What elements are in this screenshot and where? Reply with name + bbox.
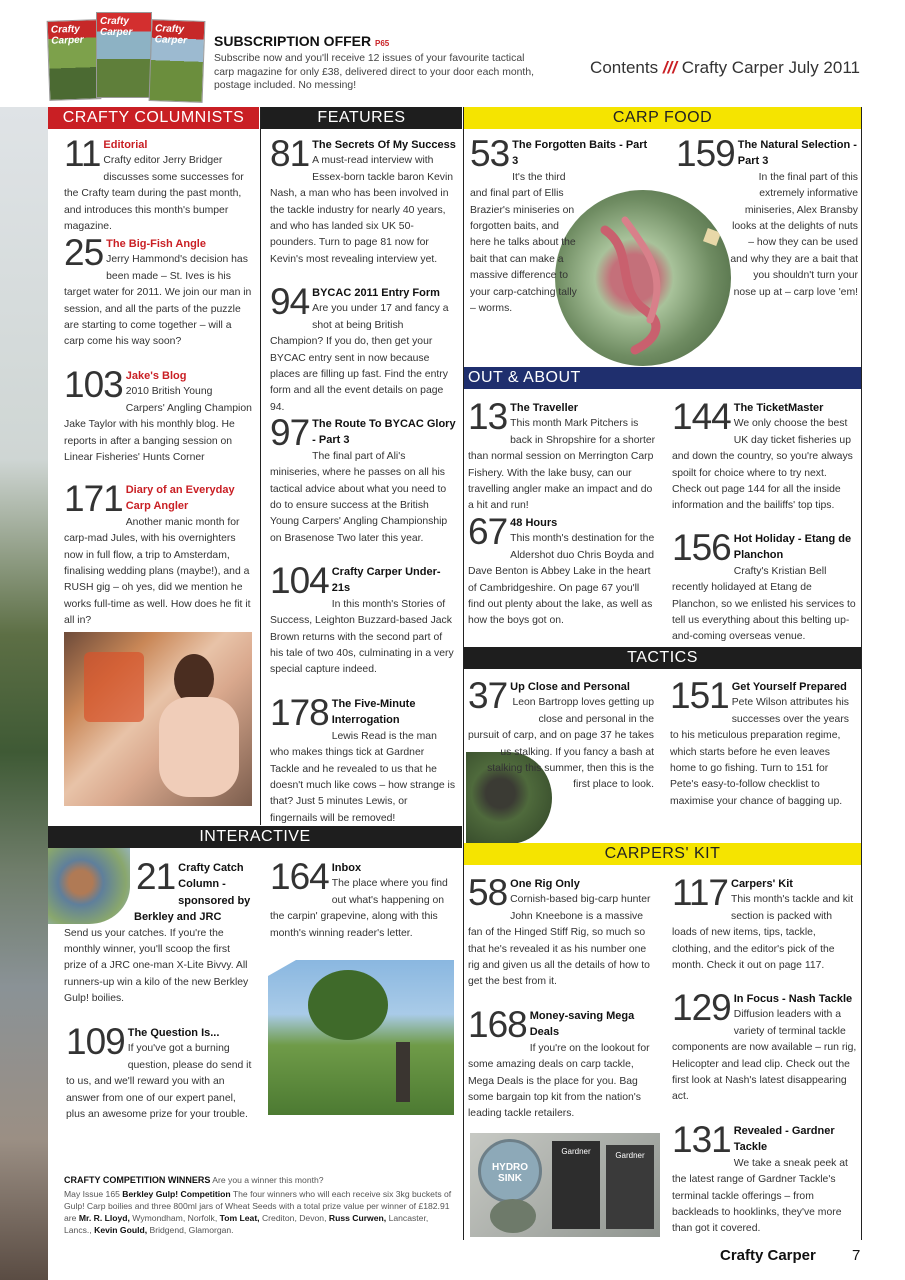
column-divider — [861, 107, 862, 1240]
winner-name: Kevin Gould, — [94, 1225, 148, 1235]
page-number: 109 — [66, 1021, 125, 1062]
page-number: 131 — [672, 1119, 731, 1160]
list-item[interactable] — [676, 133, 858, 301]
entry-text: The final part of Ali's miniseries, where he passes on all his tactical advice about what you need to do to ensure success at the British Young Carpers' Angling Championship on Brasenose Two later this year. — [270, 450, 448, 544]
list-item[interactable] — [468, 1004, 658, 1123]
entry-title: Crafty Carper Under-21s — [331, 566, 441, 595]
entry-text: Lewis Read is the man who makes things tick at Gardner Tackle and he revealed to us that he doesn't much like cows – how strange is that? Just 5 minutes Lewis, or fingernails will be removed! — [270, 730, 456, 824]
entry-text: Are you under 17 and fancy a shot at being British Champion? If you do, then get your BYCAC entry sent in now because places are filling up fast. Find the entry form and all the event details on page 94. — [270, 303, 449, 413]
fire-glow — [84, 652, 144, 722]
entry-text: We only choose the best UK day ticket fisheries up and down the country, so you're always spoilt for choice where to try next. Check out page 144 for all the inside information and the bailiffs' top tips. — [672, 418, 853, 512]
section-out-about: OUT & ABOUT — [464, 367, 861, 389]
winners-question: Are you a winner this month? — [212, 1175, 324, 1185]
list-item[interactable] — [672, 1119, 858, 1238]
product-label: Gardner — [561, 1147, 591, 1156]
list-item[interactable] — [270, 133, 456, 268]
entry-title: In Focus - Nash Tackle — [733, 993, 853, 1005]
tree-canopy — [308, 970, 388, 1040]
page-number: 81 — [270, 133, 310, 174]
list-item[interactable] — [470, 133, 650, 317]
list-item[interactable] — [672, 527, 856, 646]
list-item[interactable] — [672, 987, 858, 1106]
magazine-covers — [48, 12, 208, 102]
cover-image — [149, 19, 206, 103]
entry-text: Diffusion leaders with a variety of terminal tackle components are now available – run rig, Helicopter and lead clip. Check out the first look at Nash's latest disappearing act. — [672, 1009, 857, 1103]
entry-title: Get Yourself Prepared — [731, 681, 847, 693]
list-item[interactable] — [270, 412, 456, 547]
spool-image — [478, 1139, 542, 1203]
entry-title: Up Close and Personal — [510, 681, 630, 693]
entry-title: The TicketMaster — [733, 402, 824, 414]
cover-title: Crafty Carper — [50, 23, 84, 47]
page-number: 144 — [672, 396, 731, 437]
page-number: 164 — [270, 856, 329, 897]
entry-text: If you're on the lookout for some amazing deals on carp tackle, Mega Deals is the place for you. Bag some bargain top kit from the nation's leading tackle retailers. — [468, 1042, 650, 1120]
page-number: 104 — [270, 560, 329, 601]
list-item[interactable] — [66, 1021, 256, 1123]
winners-heading: CRAFTY COMPETITION WINNERS — [64, 1175, 211, 1185]
page-number: 37 — [468, 675, 508, 716]
page-number: 171 — [64, 478, 123, 519]
entry-text: This month Mark Pitchers is back in Shropshire for a shorter than normal session on Merrington Carp Fishery. With the lake busy, can our travelling angler make an impact and do a hit and run! — [468, 418, 656, 512]
list-item[interactable] — [64, 364, 252, 466]
section-features: FEATURES — [261, 107, 462, 129]
entry-title: The Traveller — [510, 402, 579, 414]
cover-title: Crafty Carper — [100, 16, 133, 38]
entry-title: The Big-Fish Angle — [106, 238, 206, 250]
winner-location: Wymondham, Norfolk, — [132, 1213, 218, 1223]
photo-notch — [268, 960, 296, 976]
winners-text: The four winners who will each receive six 3kg buckets of Gulp! Carp boilies and three 800ml jars of Wheat Seeds with a total prize value per winner of £182.91 are — [64, 1189, 452, 1223]
entry-title: Money-saving Mega Deals — [529, 1010, 635, 1039]
product-pack — [552, 1141, 600, 1229]
entry-title: Crafty Catch Column - sponsored by Berkley and JRC — [134, 862, 251, 924]
list-item[interactable] — [468, 675, 655, 794]
entry-text: In this month's Stories of Success, Leighton Buzzard-based Jack Brown returns with the second part of his tale of two 40s, culminating in a very special capture indeed. — [270, 598, 454, 676]
page-number: 103 — [64, 364, 123, 405]
list-item[interactable] — [64, 856, 252, 1008]
page-number: 159 — [676, 133, 735, 174]
entry-title: The Five-Minute Interrogation — [331, 698, 416, 727]
entry-title: Editorial — [103, 139, 148, 151]
competition-winners — [64, 1174, 454, 1236]
section-tactics: TACTICS — [464, 647, 861, 669]
page-number: 94 — [270, 281, 310, 322]
list-item[interactable] — [672, 872, 856, 974]
winner-name: Tom Leat, — [219, 1213, 260, 1223]
entry-title: Diary of an Everyday Carp Angler — [125, 484, 235, 513]
entry-text: We take a sneak peek at the latest range of Gardner Tackle's terminal tackle offerings – from backleads to hooklinks, they've more than got it covered. — [672, 1157, 848, 1235]
tackle-photo — [470, 1133, 660, 1237]
figure-body — [159, 697, 239, 797]
page-number: 168 — [468, 1004, 527, 1045]
winner-name: Mr. R. Lloyd, — [78, 1213, 130, 1223]
list-item[interactable] — [64, 133, 252, 235]
page-number: 13 — [468, 396, 508, 437]
slashes: /// — [662, 58, 677, 77]
entry-text: If you've got a burning question, please do send it to us, and we'll reward you with an answer from one of our expert panel, plus an awesome prize for your trouble. — [66, 1043, 252, 1121]
winner-location: Bridgend, Glamorgan. — [149, 1225, 234, 1235]
page-number: 129 — [672, 987, 731, 1028]
section-interactive: INTERACTIVE — [48, 826, 462, 848]
entry-title: BYCAC 2011 Entry Form — [312, 287, 440, 299]
winner-location: Crediton, Devon, — [261, 1213, 327, 1223]
entry-text: The place where you find out what's happening on the carpin' grapevine, along with this month's winning reader's letter. — [270, 878, 448, 939]
entry-text: This month's tackle and kit section is packed with loads of new items, tips, tackle, clothing, and the editor's pick of the month. Check it out on page 117. — [672, 894, 854, 972]
page-number: 117 — [672, 872, 728, 913]
list-item[interactable] — [270, 560, 456, 679]
list-item[interactable] — [270, 856, 456, 942]
offer-text: Subscribe now and you'll receive 12 issues of your favourite tactical carp magazine for only £38, delivered direct to your door each month, postage included. No messing! — [214, 53, 534, 91]
entry-text: Another manic month for carp-mad Jules, with his overnighters now in full flow, a trip to Amsterdam, finalising wedding plans (maybe!), and a RUSH gig – oh yes, did we mention he works full-time as well. How does he fit it all in? — [64, 516, 251, 627]
entry-text: It's the third and final part of Ellis Brazier's miniseries on forgotten baits, and here he talks about the bait that can make a massive difference to your carp-catching tally – worms. — [470, 171, 577, 315]
entry-title: 48 Hours — [510, 517, 558, 529]
product-label: Gardner — [615, 1151, 645, 1160]
list-item[interactable] — [270, 281, 456, 416]
page-number: 67 — [468, 511, 508, 552]
list-item[interactable] — [468, 511, 658, 630]
inbox-photo — [268, 960, 454, 1115]
columnist-photo — [64, 632, 252, 806]
contents-label: Contents — [590, 58, 659, 77]
entry-title: The Question Is... — [127, 1027, 220, 1039]
winners-bold: Berkley Gulp! Competition — [122, 1189, 231, 1199]
angler-figure — [396, 1042, 410, 1102]
list-item[interactable] — [468, 872, 658, 991]
product-pack — [606, 1145, 654, 1229]
entry-text: 2010 British Young Carpers' Angling Champion Jake Taylor with his monthly blog. He reports in after a banging session on Linear Fisheries' Hunts Corner — [64, 386, 252, 464]
page-number: 21 — [136, 856, 176, 897]
column-divider — [463, 107, 464, 1240]
entry-title: The Secrets Of My Success — [312, 139, 456, 151]
cover-image — [96, 12, 152, 98]
entry-text: This month's destination for the Aldershot duo Chris Boyda and Dave Benton is Abbey Lake in the heart of Cambridgeshire. On page 67 you'll find out plenty about the lake, as well as how the boys got on. — [468, 533, 655, 627]
page-number: 58 — [468, 872, 508, 913]
entry-title: Inbox — [331, 862, 362, 874]
contents-heading — [590, 58, 860, 78]
page-number-footer: 7 — [852, 1247, 861, 1264]
entry-title: The Route To BYCAC Glory - Part 3 — [312, 418, 456, 447]
entry-text: In the final part of this extremely informative miniseries, Alex Bransby looks at the delights of nuts – how they can be used and why they are a bait that you shouldn't turn your nose up at – carp love 'em! — [730, 171, 858, 298]
subscription-offer[interactable] — [214, 33, 544, 93]
cover-image — [47, 19, 102, 101]
entry-text: A must-read interview with Essex-born tackle baron Kevin Nash, a man who has been involved in the tackle industry for nearly 40 years, and who has landed six UK 50-pounders. Turn to page 81 now for Kevin's most revealing interview yet. — [270, 155, 454, 265]
list-item[interactable] — [670, 675, 856, 810]
entry-text: Pete Wilson attributes his successes over the years to his meticulous preparation regime, which starts before he even leaves home to go fishing. Turn to 151 for Pete's easy-to-follow checklist to maximise your chance of bagging up. — [670, 697, 849, 807]
entry-title: Hot Holiday - Etang de Planchon — [733, 533, 852, 562]
entry-text: Leon Bartropp loves getting up close and personal in the pursuit of carp, and on page 37 he takes us stalking. If you fancy a bash at stalking this summer, then this is the first place to look. — [468, 697, 655, 791]
entry-title: Revealed - Gardner Tackle — [733, 1125, 835, 1154]
cover-title: Crafty Carper — [154, 23, 188, 47]
list-item[interactable] — [64, 232, 252, 351]
offer-page: P65 — [375, 39, 390, 48]
spool-image — [490, 1199, 536, 1233]
offer-title: SUBSCRIPTION OFFER — [214, 33, 372, 49]
column-divider — [260, 107, 261, 825]
winner-name: Russ Curwen, — [328, 1213, 387, 1223]
page-number: 178 — [270, 692, 329, 733]
list-item[interactable] — [270, 692, 456, 827]
entry-title: One Rig Only — [510, 878, 580, 890]
product-label: HYDRO SINK — [491, 1162, 529, 1184]
section-carp-food: CARP FOOD — [464, 107, 861, 129]
list-item[interactable] — [672, 396, 856, 515]
footer-brand: Crafty Carper — [720, 1247, 816, 1264]
page-number: 151 — [670, 675, 729, 716]
background-photo-lake — [0, 107, 48, 1280]
entry-text: Crafty editor Jerry Bridger discusses some successes for the Crafty team during the past month, and introduces this month's bumper magazine. — [64, 155, 244, 233]
winner-location: Lancaster, Lancs., — [64, 1213, 429, 1235]
list-item[interactable] — [64, 478, 252, 630]
entry-text: Cornish-based big-carp hunter John Kneebone is a massive fan of the Hinged Stiff Rig, so much so that he's revealed it as his number one rig and given us all the details of how to get the best from it. — [468, 894, 651, 988]
entry-text: Crafty's Kristian Bell recently holidayed at Etang de Planchon, so we enlisted his services to tell us everything about this belting up-and-coming overseas venue. — [672, 565, 856, 643]
winners-text: May Issue 165 — [64, 1189, 120, 1199]
page-number: 11 — [64, 133, 101, 174]
page-number: 156 — [672, 527, 731, 568]
section-carpers-kit: CARPERS' KIT — [464, 843, 861, 865]
entry-title: The Forgotten Baits - Part 3 — [512, 139, 648, 168]
page-number: 53 — [470, 133, 510, 174]
list-item[interactable] — [468, 396, 658, 515]
entry-title: Carpers' Kit — [731, 878, 793, 890]
page-number: 97 — [270, 412, 310, 453]
issue-label: Crafty Carper July 2011 — [681, 58, 860, 77]
entry-text: Send us your catches. If you're the monthly winner, you'll scoop the first prize of a JRC one-man X-Lite Bivvy. All runners-up win a kilo of the new Berkley Gulp! boilies. — [64, 927, 249, 1005]
entry-text: Jerry Hammond's decision has been made – St. Ives is his target water for 2011. We join our man in session, and all the parts of the puzzle are starting to come together – will a carp come his way soon? — [64, 254, 252, 348]
entry-title: Jake's Blog — [125, 370, 187, 382]
section-crafty-columnists: CRAFTY COLUMNISTS — [48, 107, 259, 129]
page-number: 25 — [64, 232, 104, 273]
entry-title: The Natural Selection - Part 3 — [737, 139, 857, 168]
